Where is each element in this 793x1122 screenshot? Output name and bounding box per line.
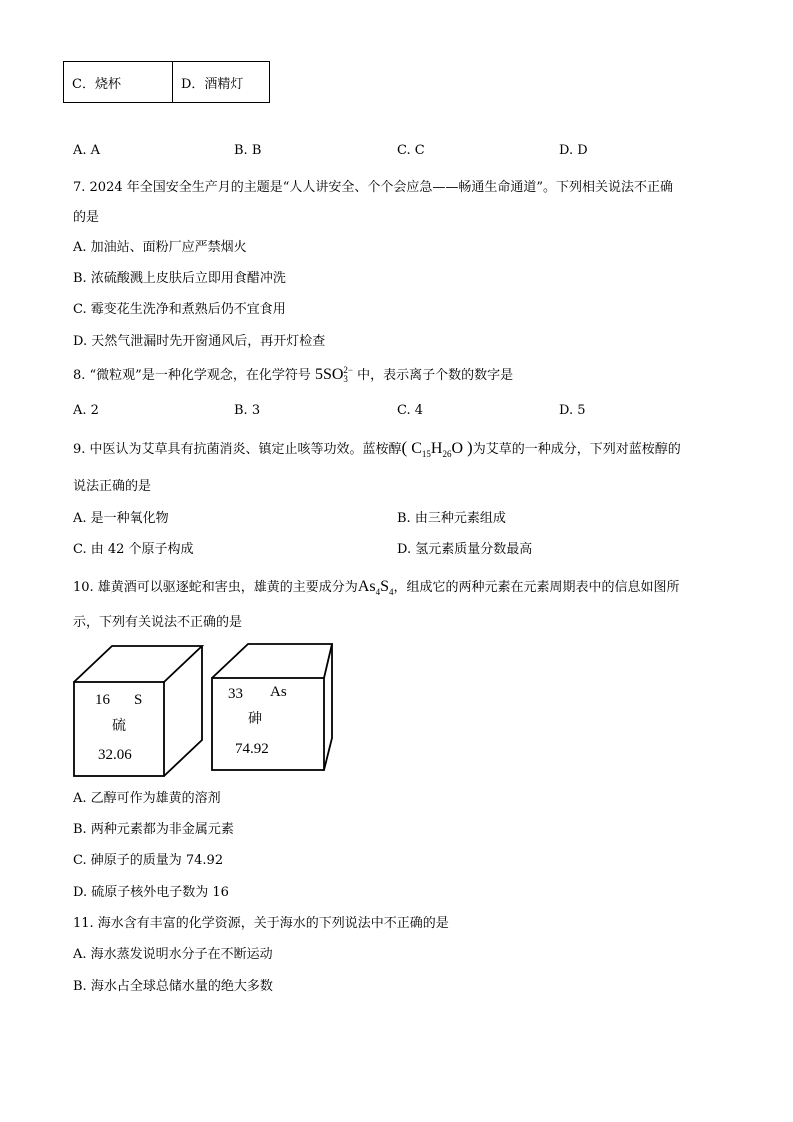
q8-formula-scripts <box>343 366 353 384</box>
arsenic-atomic-number: 33 <box>228 686 243 702</box>
q10-option-b: B. 两种元素都为非金属元素 <box>73 822 234 837</box>
q9-formula-h: H <box>430 440 443 457</box>
q10-formula-as-sub: 4 <box>375 587 381 598</box>
q6-option-b: B. B <box>234 143 262 158</box>
q6-option-d: D. D <box>559 143 588 158</box>
q8-stem-before: 8. “微粒观”是一种化学观念，在化学符号 <box>73 368 315 383</box>
element-cube-arsenic <box>212 644 332 770</box>
q9-stem-after: 为艾草的一种成分，下列对蓝桉醇的 <box>472 442 681 457</box>
q7-option-c: C. 霉变花生洗净和煮熟后仍不宜食用 <box>73 302 286 317</box>
q11-stem: 11. 海水含有丰富的化学资源，关于海水的下列说法中不正确的是 <box>73 916 449 931</box>
arsenic-symbol: As <box>270 684 287 700</box>
element-cubes-figure <box>70 642 340 778</box>
q8-option-c: C. 4 <box>397 403 424 418</box>
q8-formula-base: 5SO <box>314 366 344 383</box>
q9-formula <box>401 438 473 460</box>
q9-option-d: D. 氢元素质量分数最高 <box>397 542 533 557</box>
q8-formula-subscript: 3 <box>343 374 348 385</box>
q9-stem-line1 <box>73 438 681 459</box>
q10-stem-before: 10. 雄黄酒可以驱逐蛇和害虫，雄黄的主要成分为 <box>73 580 358 595</box>
q10-option-a: A. 乙醇可作为雄黄的溶剂 <box>73 791 221 806</box>
q7-stem-line2: 的是 <box>73 210 100 225</box>
q10-stem-after: ，组成它的两种元素在元素周期表中的信息如图所 <box>393 580 680 595</box>
q7-option-b: B. 浓硫酸溅上皮肤后立即用食醋冲洗 <box>73 271 286 286</box>
q9-option-b: B. 由三种元素组成 <box>397 511 506 526</box>
sulfur-atomic-number: 16 <box>95 692 110 708</box>
q11-option-b: B. 海水占全球总储水量的绝大多数 <box>73 979 273 994</box>
q9-stem-before: 9. 中医认为艾草具有抗菌消炎、镇定止咳等功效。蓝桉醇 <box>73 442 402 457</box>
q9-formula-paren-open: ( <box>401 438 408 457</box>
q8-stem <box>73 364 513 384</box>
q9-formula-o: O <box>451 440 464 457</box>
q8-formula <box>315 366 353 383</box>
q7-option-d: D. 天然气泄漏时先开窗通风后，再开灯检查 <box>73 334 326 349</box>
element-cube-sulfur <box>74 646 202 776</box>
q7-stem-line1: 7. 2024 年全国安全生产月的主题是“人人讲安全、个个会应急——畅通生命通道”。下列相关说法不正确 <box>73 180 674 195</box>
q8-stem-after: 中，表示离子个数的数字是 <box>353 368 514 383</box>
q10-formula-s: S <box>380 578 389 595</box>
q9-formula-c-sub: 15 <box>421 449 431 460</box>
q9-stem-line2: 说法正确的是 <box>73 479 152 494</box>
q10-stem-line2: 示，下列有关说法不正确的是 <box>73 615 243 630</box>
q10-stem-line1 <box>73 576 680 597</box>
q6-answer-table <box>63 61 270 103</box>
q10-option-d: D. 硫原子核外电子数为 16 <box>73 885 229 900</box>
q9-formula-c: C <box>411 440 422 457</box>
q9-formula-paren-close: ) <box>467 438 473 457</box>
q8-option-a: A. 2 <box>73 403 99 418</box>
q10-formula-as: As <box>357 578 376 595</box>
q6-table-cell-c: C．烧杯 <box>64 62 173 103</box>
sulfur-name: 硫 <box>112 719 126 734</box>
q10-formula <box>357 578 394 598</box>
q8-formula-charge: 2− <box>343 365 353 376</box>
q9-option-a: A. 是一种氧化物 <box>73 511 169 526</box>
q6-option-c: C. C <box>397 143 425 158</box>
q8-option-d: D. 5 <box>559 403 586 418</box>
q7-option-a: A. 加油站、面粉厂应严禁烟火 <box>73 240 247 255</box>
q6-table-cell-d: D．酒精灯 <box>173 62 270 103</box>
q10-formula-s-sub: 4 <box>389 587 394 598</box>
arsenic-name: 砷 <box>248 712 262 727</box>
sulfur-symbol: S <box>134 692 143 708</box>
q6-option-a: A. A <box>73 143 101 158</box>
q9-formula-h-sub: 26 <box>442 449 452 460</box>
q9-option-c: C. 由 42 个原子构成 <box>73 542 194 557</box>
q11-option-a: A. 海水蒸发说明水分子在不断运动 <box>73 947 273 962</box>
q10-option-c: C. 砷原子的质量为 74.92 <box>73 853 224 868</box>
arsenic-atomic-mass: 74.92 <box>235 741 269 757</box>
q8-option-b: B. 3 <box>234 403 261 418</box>
sulfur-atomic-mass: 32.06 <box>98 747 132 763</box>
